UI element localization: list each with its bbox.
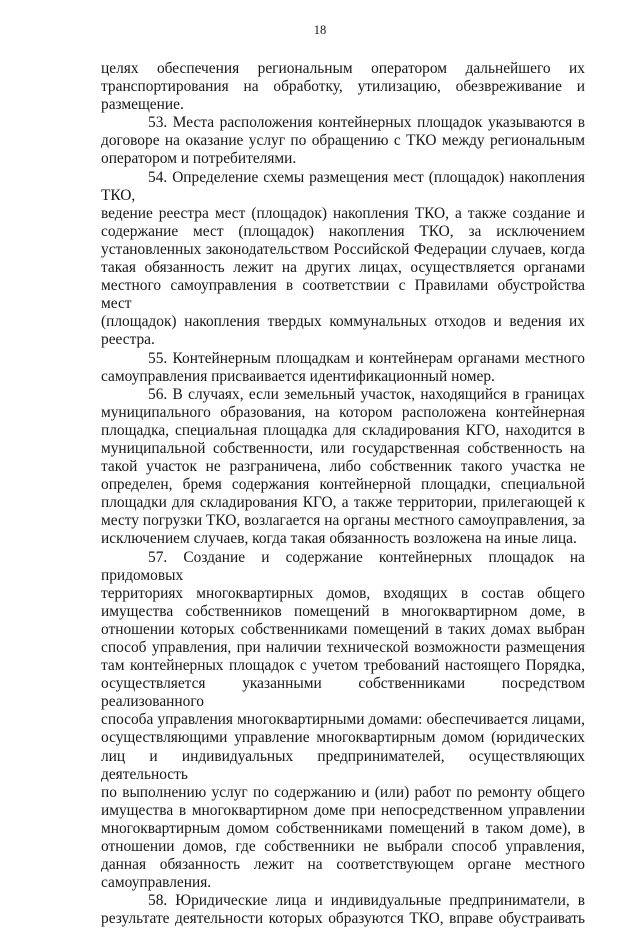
page-number: 18 — [313, 23, 327, 37]
text-line: (площадок) накопления твердых коммунальных отходов и ведения их — [101, 313, 585, 331]
text-line: лиц и индивидуальных предпринимателей, осуществляющих деятельность — [101, 747, 585, 783]
paragraph-55 — [101, 350, 585, 386]
text-line: результате деятельности которых образуются ТКО, вправе обустраивать — [101, 910, 585, 928]
text-line: территориях многоквартирных домов, входящих в состав общего — [101, 584, 585, 602]
text-line: имущества в многоквартирном доме при непосредственном управлении — [101, 801, 585, 819]
text-line: целях обеспечения региональным оператором дальнейшего их — [101, 60, 585, 77]
text-line: установленных законодательством Российской Федерации случаев, когда — [101, 240, 585, 258]
text-line: способ управления, при наличии технической возможности размещения — [101, 639, 585, 656]
text-line: определен, бремя содержания контейнерной площадки, специальной — [101, 476, 585, 494]
text-line: осуществляется указанными собственниками посредством реализованного — [101, 675, 585, 711]
document-body — [101, 60, 585, 929]
paragraph-continuation — [101, 60, 585, 114]
text-line: по выполнению услуг по содержанию и (или) работ по ремонту общего — [101, 783, 585, 801]
text-line: 57. Создание и содержание контейнерных площадок на придомовых — [101, 548, 585, 584]
paragraph-54 — [101, 169, 585, 350]
text-line: 58. Юридические лица и индивидуальные предприниматели, в — [148, 892, 585, 910]
text-line: содержание мест (площадок) накопления ТКО, за исключением — [101, 222, 585, 240]
text-line: там контейнерных площадок с учетом требований настоящего Порядка, — [101, 657, 585, 675]
paragraph-53 — [101, 114, 585, 168]
text-line: транспортирования на обработку, утилизацию, обезвреживание и — [101, 78, 585, 96]
text-line: 56. В случаях, если земельный участок, находящийся в границах — [148, 385, 585, 403]
text-line: такая обязанность лежит на других лицах, осуществляется органами — [101, 259, 585, 277]
text-line: отношении домов, где собственники не выбрали способ управления, — [101, 838, 585, 856]
text-line: самоуправления присваивается идентификационный номер. — [101, 367, 495, 385]
text-line: многоквартирным домом собственниками помещений в таком доме), в — [101, 819, 585, 837]
text-line: местного самоуправления в соответствии с Правилами обустройства мест — [101, 277, 585, 313]
text-line: договоре на оказание услуг по обращению с ТКО между региональным — [101, 132, 585, 150]
text-line: 54. Определение схемы размещения мест (площадок) накопления ТКО, — [101, 168, 585, 204]
text-line: муниципальной собственности, или государственная собственность на — [101, 439, 585, 457]
text-line: муниципального образования, на котором расположена контейнерная — [101, 403, 585, 421]
text-line: реестра. — [101, 331, 155, 349]
text-line: оператором и потребителями. — [101, 150, 297, 168]
text-line: 55. Контейнерным площадкам и контейнерам органами местного — [148, 349, 585, 367]
text-line: самоуправления. — [101, 874, 212, 892]
paragraph-58 — [101, 892, 585, 928]
text-line: такой участок не разграничена, либо собственник такого участка не — [101, 458, 585, 476]
paragraph-57 — [101, 549, 585, 893]
text-line: исключением случаев, когда такая обязанность возложена на иные лица. — [101, 530, 577, 548]
text-line: данная обязанность лежит на соответствующем органе местного — [101, 856, 585, 874]
text-line: площадка, специальная площадка для складирования КГО, находится в — [101, 421, 585, 439]
text-line: площадки для складирования КГО, а также территории, прилегающей к — [101, 494, 585, 512]
text-line: 53. Места расположения контейнерных площадок указываются в — [148, 114, 585, 132]
text-line: отношении которых собственниками помещений в таких домах выбран — [101, 620, 585, 638]
text-line: осуществляющими управление многоквартирным домом (юридических — [101, 729, 585, 747]
text-line: имущества собственников помещений в многоквартирном доме, в — [101, 602, 585, 620]
text-line: ведение реестра мест (площадок) накопления ТКО, а также создание и — [101, 204, 585, 222]
paragraph-56 — [101, 386, 585, 549]
text-line: размещение. — [101, 96, 184, 114]
text-line: месту погрузки ТКО, возлагается на органы местного самоуправления, за — [101, 512, 585, 530]
text-line: способа управления многоквартирными домами: обеспечивается лицами, — [101, 711, 585, 729]
